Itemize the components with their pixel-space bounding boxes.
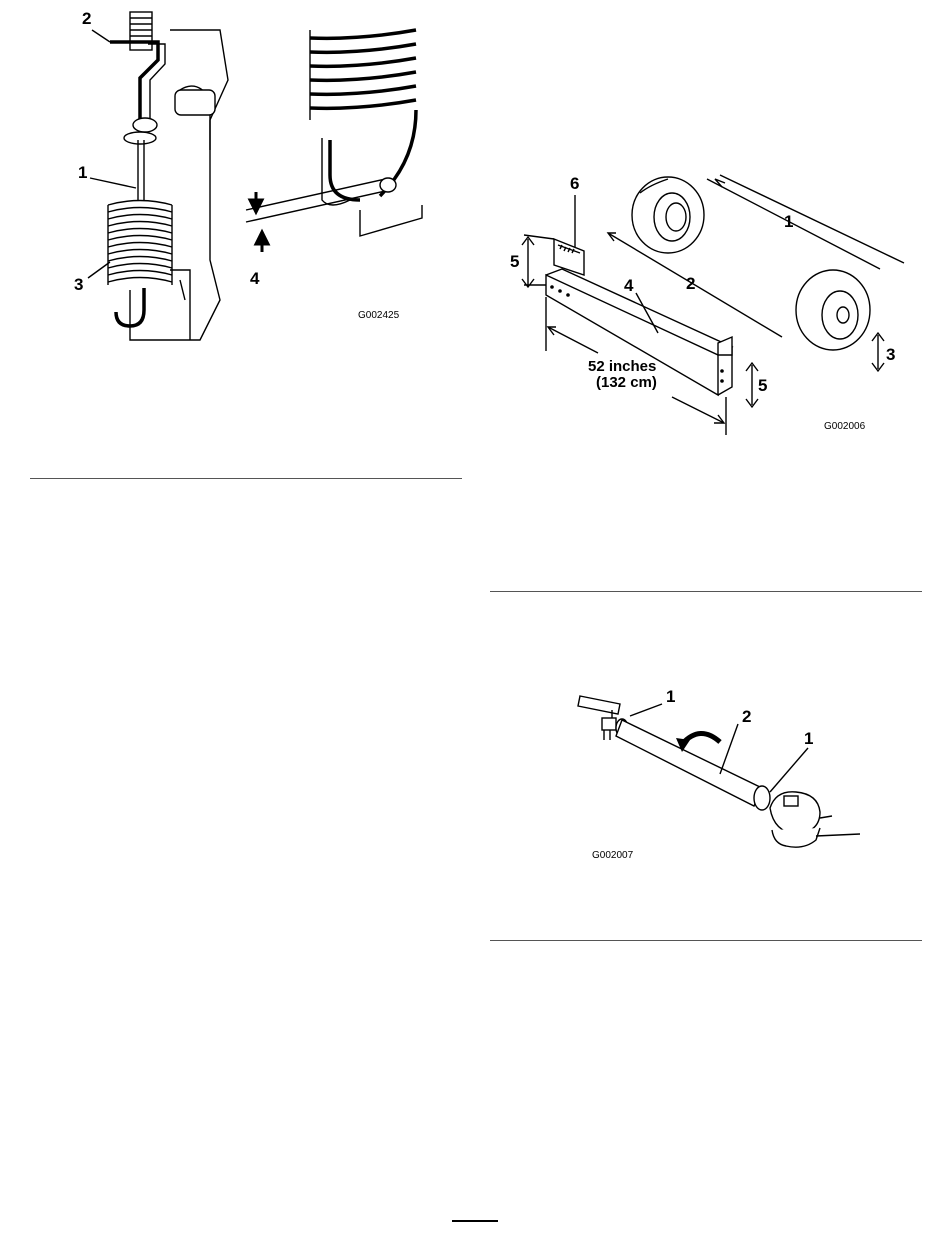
length-label-inches: 52 inches bbox=[588, 358, 657, 375]
callout-3: 3 bbox=[886, 345, 896, 364]
front-wheel bbox=[796, 270, 870, 350]
section-divider-right-1 bbox=[490, 591, 922, 592]
callout-6: 6 bbox=[570, 174, 580, 193]
figure-code: G002425 bbox=[358, 310, 400, 321]
length-label-cm: (132 cm) bbox=[596, 374, 657, 391]
callout-1-right: 1 bbox=[804, 729, 814, 748]
callout-4: 4 bbox=[624, 276, 634, 295]
callout-4: 4 bbox=[250, 269, 260, 288]
tie-rod-tube bbox=[616, 720, 762, 806]
figure-code: G002006 bbox=[824, 421, 866, 432]
extension-spring bbox=[108, 201, 172, 286]
callout-5-left: 5 bbox=[510, 252, 520, 271]
callout-2: 2 bbox=[686, 274, 696, 293]
spring-figure bbox=[60, 0, 440, 350]
callout-1: 1 bbox=[784, 212, 794, 231]
spring-coil-detail bbox=[310, 30, 422, 236]
alignment-gauge-figure bbox=[500, 165, 920, 440]
callout-1-left: 1 bbox=[666, 687, 676, 706]
callout-3: 3 bbox=[74, 275, 84, 294]
rear-wheel bbox=[632, 177, 704, 253]
callout-1: 1 bbox=[78, 163, 88, 182]
nut bbox=[133, 118, 157, 132]
callout-5-right: 5 bbox=[758, 376, 768, 395]
section-divider-left bbox=[30, 478, 462, 479]
jam-nut-right bbox=[754, 786, 770, 810]
left-ball-joint bbox=[602, 718, 616, 730]
measuring-rod bbox=[246, 178, 390, 222]
steering-arm bbox=[578, 696, 620, 714]
callout-2: 2 bbox=[82, 9, 92, 28]
figure-code: G002007 bbox=[592, 850, 634, 861]
page-footer-rule bbox=[452, 1220, 498, 1222]
gap-arrow-up bbox=[256, 232, 268, 252]
section-divider-right-2 bbox=[490, 940, 922, 941]
arm-block bbox=[175, 90, 215, 115]
callout-2: 2 bbox=[742, 707, 752, 726]
linkage-bracket bbox=[110, 42, 158, 120]
right-ball-joint bbox=[770, 792, 860, 847]
spring-rod bbox=[138, 140, 144, 200]
tie-rod-figure bbox=[570, 680, 860, 870]
